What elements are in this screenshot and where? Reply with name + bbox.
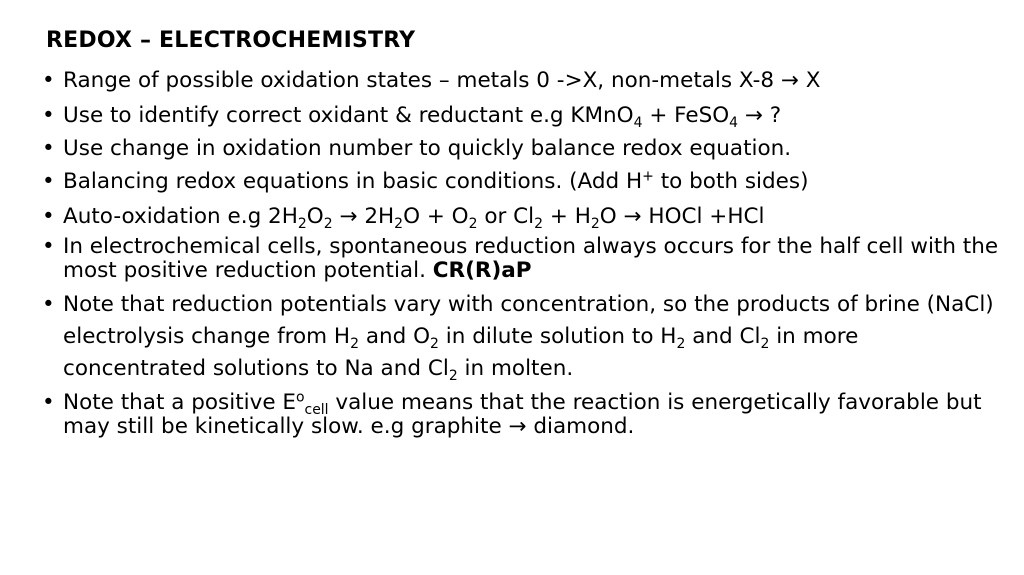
text: in molten. [457,356,574,381]
superscript: o [295,389,305,406]
bullet-electrochemical-cells [40,235,1000,283]
text: O [599,204,624,229]
text: ? [762,103,782,128]
subscript: 2 [590,215,600,232]
mnemonic: CR(R)aP [432,258,532,283]
bullet-positive-ecell [40,391,1000,439]
subscript: 2 [468,215,478,232]
text: O + O [403,204,469,229]
text: Note that a positive E [63,390,296,415]
subscript: cell [304,401,329,418]
text: diamond. [526,414,635,439]
slide-title: REDOX – ELECTROCHEMISTRY [46,28,416,53]
subscript: 2 [760,335,770,352]
arrow-icon: → [780,68,799,93]
subscript: 2 [676,335,686,352]
subscript: 2 [394,215,404,232]
arrow-icon: → [744,103,763,128]
subscript: 4 [633,114,643,131]
text: and Cl [685,324,761,349]
text: or Cl [477,204,535,229]
arrow-icon: → [339,204,358,229]
arrow-icon: → [508,414,527,439]
bullet-auto-oxidation [40,202,1000,231]
text: In electrochemical cells, spontaneous reduction always occurs for the half cell with the most positive reduction potential. [63,234,999,283]
text: + FeSO [642,103,730,128]
text: Use to identify correct oxidant & reductant e.g KMnO [63,103,634,128]
subscript: 2 [323,215,333,232]
bullet-oxidation-number [40,134,1000,163]
text: and O [359,324,431,349]
text [738,103,745,128]
text: in more concentrated solutions to Na and Cl [63,324,859,381]
arrow-icon: → [623,204,642,229]
text: in dilute solution to H [438,324,677,349]
bullet-basic-conditions [40,167,1000,196]
subscript: 4 [729,114,739,131]
text: O [306,204,324,229]
subscript: 2 [350,335,359,352]
text: Range of possible oxidation states – metals 0 ->X, non-metals X-8 [63,68,781,93]
text: Auto-oxidation e.g 2H [63,204,298,229]
subscript: 2 [430,335,439,352]
text: HOCl +HCl [641,204,765,229]
bullet-oxidant-reductant [40,101,1000,130]
text: X [798,68,821,93]
text: value means that the reaction is energetically favorable but may still be kinetically slow. e.g graphite [63,390,982,439]
bullet-reduction-potentials [40,289,1000,385]
superscript: + [642,168,654,185]
text: + H [543,204,591,229]
text: to both sides) [653,169,809,194]
bullet-oxidation-states [40,66,1000,95]
text: Note that reduction potentials vary with concentration, so the products of brine (NaCl) electrolysis change from H [63,292,994,349]
subscript: 2 [448,367,458,384]
subscript: 2 [534,215,544,232]
subscript: 2 [297,215,307,232]
text: Balancing redox equations in basic conditions. (Add H [63,169,643,194]
text: 2H [357,204,395,229]
bullet-list [40,66,1000,443]
text: Use change in oxidation number to quickly balance redox equation. [63,136,792,161]
